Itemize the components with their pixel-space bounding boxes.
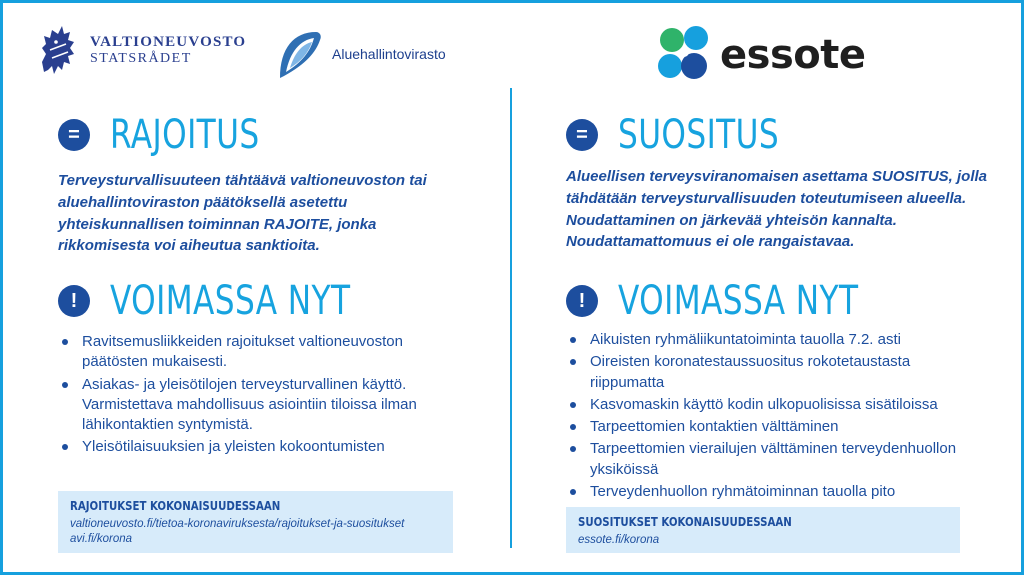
- list-item: Asiakas- ja yleisötilojen terveysturvallinen käyttö. Varmistettava mahdollisuus asiointiin tiloissa ilman lähikontaktien syntymistä.: [58, 375, 468, 436]
- list-item: Kasvomaskin käyttö kodin ulkopuolisissa sisätiloissa: [566, 395, 986, 415]
- equals-icon: =: [566, 119, 598, 151]
- statsradet-name: STATSRÅDET: [90, 50, 192, 66]
- equals-icon: =: [58, 119, 90, 151]
- lion-crest-icon: [36, 22, 80, 78]
- suositus-title: SUOSITUS: [618, 112, 780, 158]
- valtioneuvosto-logo: [36, 22, 246, 78]
- suositus-list: [566, 330, 986, 504]
- list-item: Terveydenhuollon ryhmätoiminnan tauolla pito: [566, 482, 986, 502]
- list-item: Aikuisten ryhmäliikuntatoiminta tauolla 7.2. asti: [566, 330, 986, 350]
- valtioneuvosto-link[interactable]: valtioneuvosto.fi/tietoa-koronaviruksesta/rajoitukset-ja-suositukset: [70, 518, 405, 530]
- list-item: Oireisten koronatestaussuositus rokotetaustasta riippumatta: [566, 352, 986, 393]
- right-voimassa-heading: [566, 278, 926, 324]
- essote-name: essote: [720, 32, 866, 78]
- exclamation-icon: !: [58, 285, 90, 317]
- column-divider: [510, 88, 512, 548]
- exclamation-icon: !: [566, 285, 598, 317]
- rajoitus-list: [58, 332, 468, 460]
- avi-link[interactable]: avi.fi/korona: [70, 533, 133, 545]
- rajoitus-description: Terveysturvallisuuteen tähtäävä valtioneuvoston tai aluehallintoviraston päätöksellä asetettu yhteiskunnallisen toiminnan RAJOITE, jonka rikkomisesta voi aiheutua sanktioita.: [58, 172, 427, 255]
- info-box-title: SUOSITUKSET KOKONAISUUDESSAAN: [578, 515, 792, 529]
- right-voimassa-title: VOIMASSA NYT: [618, 278, 859, 324]
- rajoitukset-info-box: [58, 491, 453, 553]
- essote-link[interactable]: essote.fi/korona: [578, 534, 660, 546]
- list-item: Ravitsemusliikkeiden rajoitukset valtioneuvoston päätösten mukaisesti.: [58, 332, 468, 373]
- suositukset-info-box: [566, 507, 960, 553]
- essote-logo: [652, 20, 865, 90]
- valtioneuvosto-name: VALTIONEUVOSTO: [90, 34, 247, 51]
- avi-logo: [276, 28, 446, 80]
- info-box-title: RAJOITUKSET KOKONAISUUDESSAAN: [70, 499, 281, 513]
- suositus-heading: [566, 112, 824, 158]
- left-voimassa-title: VOIMASSA NYT: [110, 278, 351, 324]
- clover-icon: [652, 22, 716, 88]
- suositus-description: Alueellisen terveysviranomaisen asettama SUOSITUS, jolla tähdätään terveysturvallisuuden toteutumiseen alueella. Noudattaminen on järkevää yhteisön kannalta. Noudattamattomuus ei ole rangaistavaa.: [566, 168, 988, 251]
- avi-swoosh-icon: [276, 28, 322, 80]
- list-item: Tarpeettomien kontaktien välttäminen: [566, 417, 986, 437]
- avi-name: Aluehallintovirasto: [332, 46, 446, 62]
- rajoitus-heading: [58, 112, 302, 158]
- list-item: Tarpeettomien vierailujen välttäminen terveydenhuollon yksiköissä: [566, 439, 986, 480]
- left-voimassa-heading: [58, 278, 418, 324]
- list-item: Yleisötilaisuuksien ja yleisten kokoontumisten: [58, 437, 468, 457]
- rajoitus-title: RAJOITUS: [110, 112, 260, 158]
